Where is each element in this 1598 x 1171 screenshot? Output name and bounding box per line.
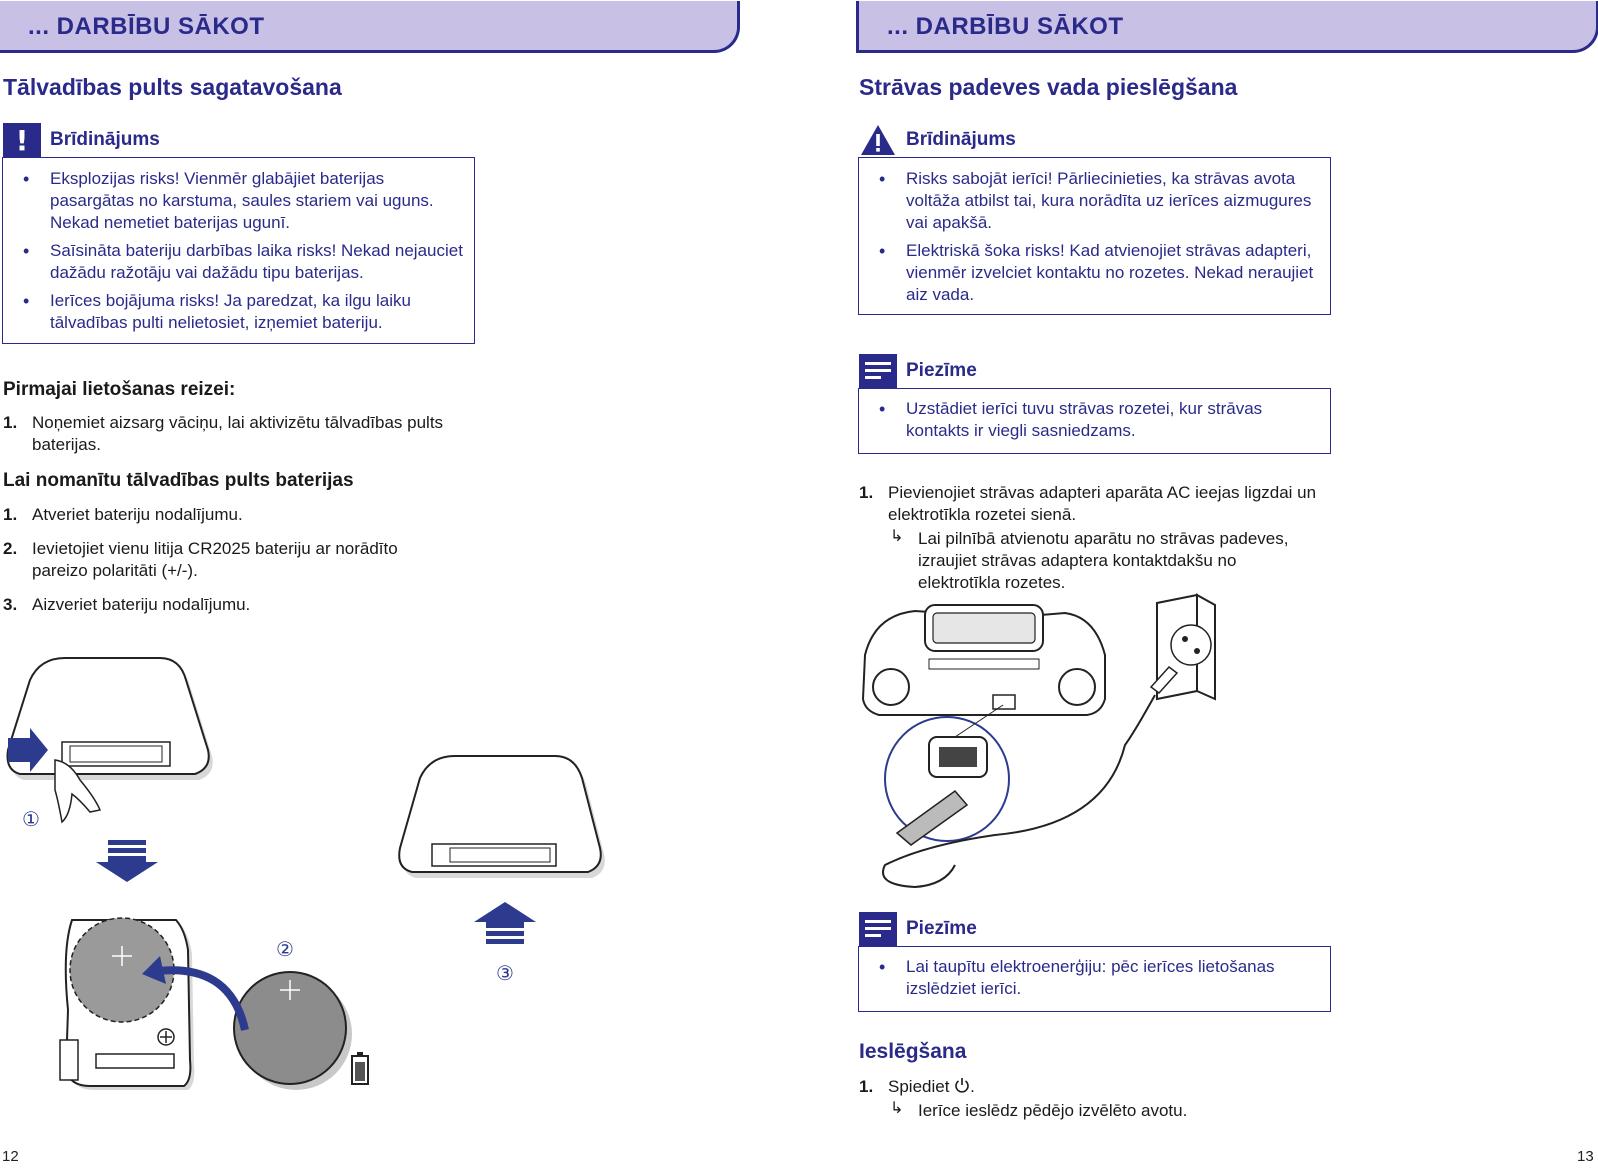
- step-marker-3: ③: [496, 961, 514, 985]
- note2-header: [859, 912, 1329, 946]
- left-header-text: ... DARBĪBU SĀKOT: [28, 13, 265, 40]
- power-icon: [954, 1077, 970, 1093]
- step-marker-1: ①: [22, 807, 40, 831]
- step-result-text: Lai pilnībā atvienotu aparātu no strāvas padeves, izraujiet strāvas adaptera kontaktdakšu no elektrotīkla rozetes.: [918, 529, 1289, 592]
- left-page-number: 12: [2, 1148, 19, 1165]
- left-warning-label: Brīdinājums: [50, 129, 160, 150]
- right-warning-header: [859, 123, 1329, 157]
- result-arrow-icon: ↳: [890, 1100, 904, 1117]
- replace-battery-heading: Lai nomanītu tālvadības pults baterijas: [3, 470, 354, 491]
- step-text: Atveriet bateriju nodalījumu.: [32, 505, 243, 524]
- note-lines-icon: [859, 912, 897, 946]
- step-number: 1.: [859, 1077, 874, 1096]
- boombox-drawing: [863, 605, 1105, 715]
- first-use-heading: Pirmajai lietošanas reizei:: [3, 379, 236, 400]
- power-connection-illustration: [855, 595, 1255, 905]
- result-arrow-icon: ↳: [890, 528, 904, 545]
- note-item: • Uzstādiet ierīci tuvu strāvas rozetei, kur strāvas kontakts ir viegli sasniedzams.: [859, 398, 1330, 442]
- step-number: 1.: [3, 413, 18, 432]
- step-text: Spiediet: [888, 1077, 950, 1096]
- warning-item: • Ierīces bojājuma risks! Ja paredzat, ka ilgu laiku tālvadības pulti nelietosiet, izņemiet bateriju.: [3, 290, 474, 334]
- right-warning-list: [859, 168, 1330, 306]
- step-text: Ievietojiet vienu litija CR2025 bateriju ar norādīto pareizo polaritāti (+/-).: [32, 539, 398, 580]
- step-marker-2: ②: [276, 937, 294, 961]
- step-item: [3, 412, 453, 456]
- step-suffix: .: [970, 1077, 975, 1096]
- right-header-tab: [856, 1, 1598, 53]
- note2-box: [858, 946, 1331, 1012]
- step-item: [3, 538, 453, 582]
- step-number: 1.: [859, 483, 874, 502]
- power-on-steps: [859, 1076, 1319, 1134]
- step-item: [859, 1076, 1319, 1122]
- step-item: [859, 482, 1319, 594]
- warning-item: • Elektriskā šoka risks! Kad atvienojiet strāvas adapteri, vienmēr izvelciet kontaktu no rozetes. Nekad neraujiet aiz vada.: [859, 240, 1330, 306]
- note-lines-icon: [859, 354, 897, 388]
- step-item: [3, 504, 453, 526]
- left-warning-box: [2, 157, 475, 344]
- note-item: • Lai taupītu elektroenerģiju: pēc ierīces lietošanas izslēdziet ierīci.: [859, 956, 1330, 1000]
- left-section-title: Tālvadības pults sagatavošana: [3, 74, 342, 100]
- warning-item: • Risks sabojāt ierīci! Pārliecinieties, ka strāvas avota voltāža atbilst tai, kura norādīta uz ierīces aizmugures vai apakšā.: [859, 168, 1330, 234]
- step-result-text: Ierīce ieslēdz pēdējo izvēlēto avotu.: [918, 1101, 1188, 1120]
- step-text: Aizveriet bateriju nodalījumu.: [32, 595, 251, 614]
- note1-header: [859, 354, 1329, 388]
- right-warning-box: [858, 157, 1331, 315]
- step-number: 3.: [3, 595, 18, 614]
- step-number: 1.: [3, 505, 18, 524]
- step-text: Pievienojiet strāvas adapteri aparāta AC ieejas ligzdai un elektrotīkla rozetei sienā.: [888, 483, 1317, 524]
- first-use-steps: [3, 412, 453, 468]
- exclamation-icon: !: [3, 123, 41, 157]
- down-arrow-icon: [96, 840, 158, 882]
- step-number: 2.: [3, 539, 18, 558]
- note1-label: Piezīme: [906, 360, 977, 381]
- warning-item: • Eksplozijas risks! Vienmēr glabājiet baterijas pasargātas no karstuma, saules stariem vai uguns. Nekad nemetiet baterijas ugunī.: [3, 168, 474, 234]
- battery-icon: [352, 1052, 368, 1084]
- zoom-circle-drawing: [885, 705, 1009, 845]
- note2-list: [859, 956, 1330, 1000]
- right-page-number: 13: [1577, 1148, 1594, 1165]
- right-section-title: Strāvas padeves vada pieslēgšana: [859, 74, 1238, 100]
- remote-battery-illustration: [0, 650, 620, 1120]
- note1-box: [858, 388, 1331, 454]
- up-arrow-icon: [474, 902, 536, 944]
- warning-triangle-icon: [859, 123, 897, 157]
- remote-closed-drawing: [399, 756, 605, 878]
- right-warning-label: Brīdinājums: [906, 129, 1016, 150]
- power-connect-steps: [859, 482, 1319, 606]
- battery-holder-drawing: [60, 918, 194, 1090]
- note1-list: [859, 398, 1330, 442]
- step-text: Noņemiet aizsarg vāciņu, lai aktivizētu tālvadības pults baterijas.: [32, 413, 444, 454]
- step-result: [888, 528, 1319, 594]
- left-warning-list: [3, 168, 474, 334]
- step-result: [888, 1100, 1319, 1122]
- remote-open-drawing: [8, 658, 213, 822]
- replace-battery-steps: [3, 504, 453, 628]
- power-on-heading: Ieslēgšana: [859, 1040, 967, 1063]
- warning-item: • Saīsināta bateriju darbības laika risks! Nekad nejauciet dažādu ražotāju vai dažādu tipu baterijas.: [3, 240, 474, 284]
- step-item: [3, 594, 453, 616]
- left-header-tab: [0, 1, 740, 53]
- note2-label: Piezīme: [906, 918, 977, 939]
- left-warning-header: [3, 123, 473, 157]
- right-header-text: ... DARBĪBU SĀKOT: [887, 13, 1124, 40]
